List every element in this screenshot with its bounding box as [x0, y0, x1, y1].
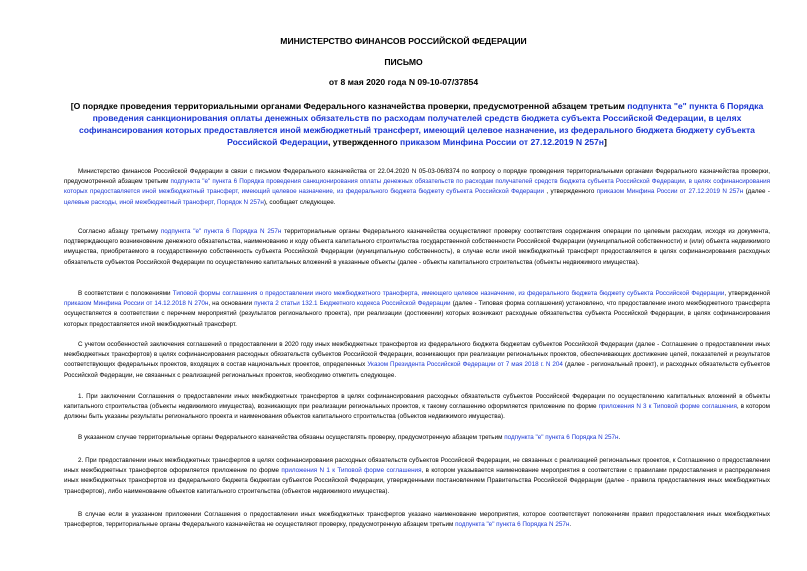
- paragraph-text: (далее -: [743, 188, 770, 196]
- paragraph-text: ), сообщает следующее.: [263, 198, 336, 206]
- paragraph-text: В указанном случае территориальные органы Федерального казначейства обязаны осуществлять проверку, предусмотренную абзацем третьим: [78, 434, 505, 441]
- link-procedure-257n[interactable]: подпункта "е" пункта 6 Порядка N 257н: [504, 434, 619, 441]
- link-presidential-decree[interactable]: Указом Президента Российской Федерации от 7 мая 2018 г. N 204: [367, 361, 563, 369]
- link-appendix-3[interactable]: приложения N 3 к Типовой форме соглашения: [598, 403, 737, 411]
- paragraph-text: , в котором должны быть указаны результаты регионального проекта и наименования объектов капитального строительства (объектов недвижимого имущества).: [64, 403, 770, 421]
- paragraph-text: , утвержденного: [544, 188, 597, 196]
- paragraph-text: .: [618, 434, 621, 441]
- paragraph-text: (далее - Типовая форма соглашения) установлено, что предоставление иного межбюджетного трансферта осуществляется в соответствии с перечнем мероприятий (результатов регионального проекта), при реализации (достижении) которых возникают расходные обязательства субъекта Российской Федерации, в целях софинансирования которых предоставляется иной межбюджетный трансферт.: [64, 300, 770, 328]
- paragraph-text: 1. При заключении Соглашения о предоставлении иных межбюджетных трансфертов в целях софинансирования расходных обязательств субъектов Российской Федерации по осуществлению капитальных вложений в объекты капитального строительства (объекты недвижимого имущества), возникающих при реализации региональных проектов, к такому соглашению оформляется приложение по форме: [64, 393, 770, 411]
- link-definitions[interactable]: целевые расходы, иной межбюджетный трансферт, Порядок N 257н: [64, 198, 264, 206]
- paragraph-7: [64, 456, 770, 497]
- paragraph-text: С учетом особенностей заключения соглашений о предоставлении в 2020 году иных межбюджетных трансфертов из федерального бюджета бюджетам субъектов Российской Федерации (далее - Соглашение о предоставлении иных межбюджетных трансфертов) в целях софинансирования расходных обязательств субъектов Российской Федерации, возникающих при реализации региональных проектов, обеспечивающих достижение целей, показателей и результатов соответствующих федеральных проектов, входящих в состав национальных проектов, определенных: [64, 341, 770, 369]
- paragraph-4: [64, 340, 770, 381]
- paragraph-8: [64, 510, 770, 530]
- paragraph-text: .: [569, 521, 572, 529]
- link-order-257n[interactable]: приказом Минфина России от 27.12.2019 N 257н: [596, 188, 744, 196]
- paragraph-text: , утвержденной: [724, 290, 770, 297]
- paragraph-text: территориальные органы Федерального казначейства осуществляют проверку соответствия содержания операции по целевым расходам, исходя из документа, подтверждающего возникновение денежного обязательства, наименованию и коду объекта капитального строительства государственной собственности Российской Федерации (муниципальной собственности) и (или) объекта недвижимого имущества, приобретаемого в государственную собственность субъекта Российской Федерации (муниципальную собственность), в случае если иной межбюджетный трансферт предоставляется в целях софинансирования расходных обязательств субъектов Российской Федерации по осуществлению капитальных вложений в указанные объекты (далее - объекты капитального строительства (объекты недвижимого имущества).: [64, 228, 770, 266]
- link-procedure-257n[interactable]: подпункта "е" пункта 6 Порядка N 257н: [455, 521, 570, 529]
- heading-text: , утвержденного: [328, 137, 401, 147]
- link-order-subparagraph[interactable]: подпункта "е" пункта 6 Порядка проведения санкционирования оплаты денежных обязательств по расходам получателей средств бюджета субъекта Российской Федерации, в целях софинансирования которых предоставляется иной межбюджетный трансферт, имеющий целевое назначение, из федерального бюджета бюджету субъекта Российской Федерации: [64, 178, 770, 196]
- heading-text: [О порядке проведения территориальными органами Федерального казначейства проверки, предусмотренной абзацем третьим: [70, 101, 628, 111]
- paragraph-3: [64, 289, 770, 330]
- document-date-number: от 8 мая 2020 года N 09-10-07/37854: [328, 77, 479, 87]
- paragraph-6: [64, 433, 770, 443]
- paragraph-text: (далее - региональный проект), и расходных обязательств субъектов Российской Федерации, не связанных с реализацией региональных проектов, необходимо отметить следующее.: [64, 361, 770, 379]
- ministry-title: МИНИСТЕРСТВО ФИНАНСОВ РОССИЙСКОЙ ФЕДЕРАЦИИ: [280, 36, 527, 46]
- paragraph-2: [64, 227, 770, 268]
- paragraph-1: [64, 167, 770, 208]
- paragraph-text: 2. При предоставлении иных межбюджетных трансфертов в целях софинансирования расходных обязательств субъектов Российской Федерации, не связанных с реализацией региональных проектов, к Соглашению о предоставлении иных межбюджетных трансфертов оформляется приложение по форме: [64, 457, 770, 475]
- paragraph-text: , в котором указывается наименование мероприятия в соответствии с правилами предоставления и распределения иных межбюджетных трансфертов из федерального бюджета бюджетам субъектов Российской Федерации, утвержденными постановлением Правительства Российской Федерации (далее - правила предоставления иных межбюджетных трансфертов), либо наименование объектов капитального строительства (объектов недвижимого имущества).: [64, 467, 770, 495]
- heading-link-subparagraph[interactable]: подпункта "е" пункта 6 Порядка проведения санкционирования оплаты денежных обязательств по расходам получателей средств бюджета субъекта Российской Федерации, в целях софинансирования которых предоставляется иной межбюджетный трансферт, имеющий целевое назначение, из федерального бюджета бюджету субъекта Российской Федерации: [79, 101, 764, 147]
- paragraph-text: Министерство финансов Российской Федерации в связи с письмом Федерального казначейства от 22.04.2020 N 05-03-06/8374 по вопросу о порядке проведения территориальными органами Федерального казначейства проверки, предусмотренной абзацем третьим: [64, 168, 770, 186]
- paragraph-text: В соответствии с положениями: [78, 290, 173, 297]
- paragraph-5: [64, 392, 770, 423]
- link-procedure-257n[interactable]: подпункта "е" пункта 6 Порядка N 257н: [160, 228, 282, 235]
- heading-link-order[interactable]: приказом Минфина России от 27.12.2019 N 257н: [400, 137, 604, 147]
- link-typical-form[interactable]: Типовой формы соглашения о предоставлении иного межбюджетного трансферта, имеющего целевое назначение, из федерального бюджета бюджету субъекта Российской Федерации: [172, 290, 725, 297]
- heading-text: ]: [604, 137, 607, 147]
- link-order-270n[interactable]: приказом Минфина России от 14.12.2018 N 270н: [64, 300, 209, 308]
- document-type: ПИСЬМО: [384, 57, 423, 67]
- paragraph-text: , на основании: [208, 300, 255, 308]
- document-heading: [57, 100, 777, 148]
- link-budget-code[interactable]: пункта 2 статьи 132.1 Бюджетного кодекса Российской Федерации: [254, 300, 451, 308]
- paragraph-text: В случае если в указанном приложении Соглашения о предоставлении иных межбюджетных трансфертов указано наименование мероприятия, которое соответствует положениям правил предоставления иных межбюджетных трансфертов, территориальные органы Федерального казначейства не осуществляют проверку, предусмотренную абзацем третьим: [64, 511, 770, 529]
- paragraph-text: Согласно абзацу третьему: [78, 228, 161, 235]
- link-appendix-1[interactable]: приложения N 1 к Типовой форме соглашения: [281, 467, 422, 475]
